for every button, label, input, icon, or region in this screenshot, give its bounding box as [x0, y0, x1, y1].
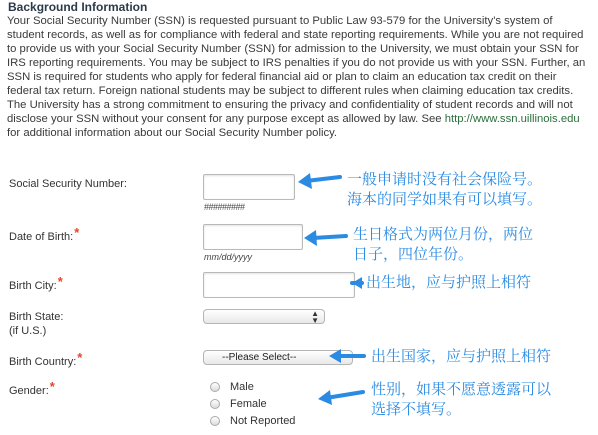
required-mark: * [77, 350, 83, 365]
dob-label: Date of Birth:* [9, 225, 80, 243]
required-mark: * [49, 379, 55, 394]
gender-label: Gender:* [9, 379, 55, 397]
annotation-dob-line1: 生日格式为两位月份，两位 [353, 225, 534, 243]
birth-state-label: Birth State: (if U.S.) [9, 311, 64, 337]
annotation-ssn-line1: 一般申请时没有社会保险号。 [347, 170, 543, 188]
birth-country-label: Birth Country:* [9, 350, 83, 368]
select-arrows-icon: ▲ ▼ [311, 309, 319, 325]
ssn-label: Social Security Number: [9, 178, 127, 190]
dob-format-hint: mm/dd/yyyy [204, 252, 253, 262]
birth-state-sublabel: (if U.S.) [9, 325, 47, 337]
section-title: Background Information [8, 0, 148, 14]
ssn-format-hint: ######### [204, 202, 245, 212]
required-mark: * [57, 274, 63, 289]
birth-city-label: Birth City:* [9, 274, 63, 292]
intro-text-after-link: for additional information about our Social Security Number policy. [7, 127, 338, 139]
annotation-gender-line1: 性别，如果不愿意透露可以 [371, 380, 552, 398]
arrow-ssn-icon [306, 177, 340, 181]
annotation-birth-country: 出生国家，应与护照上相符 [371, 347, 552, 365]
annotation-ssn-line2: 海本的同学如果有可以填写。 [347, 190, 543, 208]
annotation-dob-line2: 日子，四位年份。 [353, 245, 474, 263]
arrow-gender-icon [326, 392, 363, 398]
arrow-dob-icon [313, 236, 346, 238]
birth-country-select[interactable]: --Please Select-- [203, 350, 353, 365]
annotation-gender-line2: 选择不填写。 [371, 400, 462, 418]
required-mark: * [74, 225, 80, 240]
ssn-policy-link[interactable]: http://www.ssn.uillinois.edu [444, 113, 580, 125]
intro-text-before-link: Your Social Security Number (SSN) is requested pursuant to Public Law 93-579 for the University's system of student records, as well as for compliance with federal and state reporting requirements. While you are not required to provide us with your Social Security Number (SSN) for admission to the University, we must obtain your SSN for IRS reporting requirements. You may be subject to IRS penalties if you do not provide us with your SSN. Further, an SSN is required for students who apply for federal financial aid or plan to claim an education tax credit on their federal tax return. Foreign national students may be subject to different rules when claiming education tax credits. The University has a strong commitment to ensuring the privacy and confidentiality of student records and will not disclose your SSN without your consent for any purpose except as allowed by law. See [7, 15, 586, 125]
annotation-birth-city: 出生地，应与护照上相符 [366, 273, 532, 291]
